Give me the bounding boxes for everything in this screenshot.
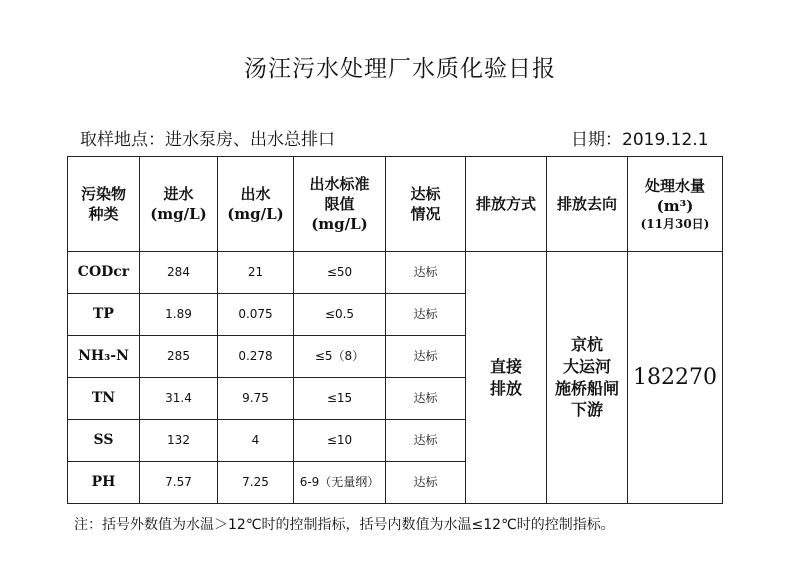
influent-cell: 1.89	[140, 294, 218, 336]
table-header-row	[68, 157, 723, 252]
header-compliance-line1: 达标	[410, 184, 441, 203]
header-limit	[294, 157, 386, 252]
status-cell: 达标	[386, 294, 466, 336]
influent-cell: 132	[140, 420, 218, 462]
header-pollutant-line1: 污染物	[80, 184, 126, 203]
influent-cell: 285	[140, 336, 218, 378]
header-limit-line2: 限值	[324, 194, 355, 213]
header-limit-line1: 出水标准	[309, 174, 370, 193]
effluent-cell: 0.075	[218, 294, 294, 336]
influent-cell: 31.4	[140, 378, 218, 420]
report-title: 汤汪污水处理厂水质化验日报	[244, 56, 556, 82]
pollutant-cell: SS	[68, 420, 140, 462]
header-limit-line3: (mg/L)	[311, 215, 368, 234]
header-pollutant	[68, 157, 140, 252]
limit-cell: ≤15	[294, 378, 386, 420]
table-row	[68, 252, 723, 294]
effluent-cell: 7.25	[218, 462, 294, 504]
pollutant-cell: PH	[68, 462, 140, 504]
pollutant-cell: CODcr	[68, 252, 140, 294]
limit-cell: ≤50	[294, 252, 386, 294]
water-quality-table	[67, 156, 723, 504]
header-pollutant-line2: 种类	[88, 205, 119, 223]
footnote: 注：括号外数值为水温＞12℃时的控制指标，括号内数值为水温≤12℃时的控制指标。	[74, 517, 615, 533]
pollutant-cell: TP	[68, 294, 140, 336]
discharge-destination-line4: 下游	[570, 400, 603, 420]
limit-cell: ≤0.5	[294, 294, 386, 336]
status-cell: 达标	[386, 462, 466, 504]
pollutant-cell: TN	[68, 378, 140, 420]
discharge-destination-cell	[547, 252, 628, 504]
pollutant-cell: NH₃-N	[68, 336, 140, 378]
discharge-destination-line3: 施桥船闸	[554, 378, 619, 398]
header-volume-line1: 处理水量	[644, 176, 705, 195]
limit-cell: ≤10	[294, 420, 386, 462]
limit-cell: 6-9（无量纲）	[294, 462, 386, 504]
effluent-cell: 21	[218, 252, 294, 294]
header-influent-line2: (mg/L)	[150, 205, 207, 223]
discharge-destination-line2: 大运河	[562, 356, 611, 376]
header-effluent-line1: 出水	[240, 184, 271, 203]
status-cell: 达标	[386, 378, 466, 420]
header-volume-line2: (m³)	[656, 196, 694, 215]
header-volume-line3: (11月30日)	[640, 217, 710, 232]
limit-cell: ≤5（8）	[294, 336, 386, 378]
discharge-method-cell	[466, 252, 547, 504]
treated-volume-cell: 182270	[628, 252, 723, 504]
effluent-cell: 9.75	[218, 378, 294, 420]
sampling-location: 取样地点：进水泵房、出水总排口	[80, 130, 335, 150]
header-compliance	[386, 157, 466, 252]
discharge-method-line1: 直接	[489, 356, 522, 376]
header-effluent	[218, 157, 294, 252]
effluent-cell: 4	[218, 420, 294, 462]
status-cell: 达标	[386, 252, 466, 294]
report-date: 日期：2019.12.1	[571, 130, 709, 150]
discharge-method-line2: 排放	[489, 378, 522, 398]
status-cell: 达标	[386, 336, 466, 378]
header-influent-line1: 进水	[163, 184, 194, 203]
header-discharge-method: 排放方式	[466, 157, 547, 252]
header-volume	[628, 157, 723, 252]
header-effluent-line2: (mg/L)	[227, 205, 284, 223]
influent-cell: 7.57	[140, 462, 218, 504]
influent-cell: 284	[140, 252, 218, 294]
status-cell: 达标	[386, 420, 466, 462]
header-discharge-destination: 排放去向	[547, 157, 628, 252]
header-compliance-line2: 情况	[410, 205, 441, 223]
discharge-destination-line1: 京杭	[570, 335, 603, 355]
effluent-cell: 0.278	[218, 336, 294, 378]
header-influent	[140, 157, 218, 252]
